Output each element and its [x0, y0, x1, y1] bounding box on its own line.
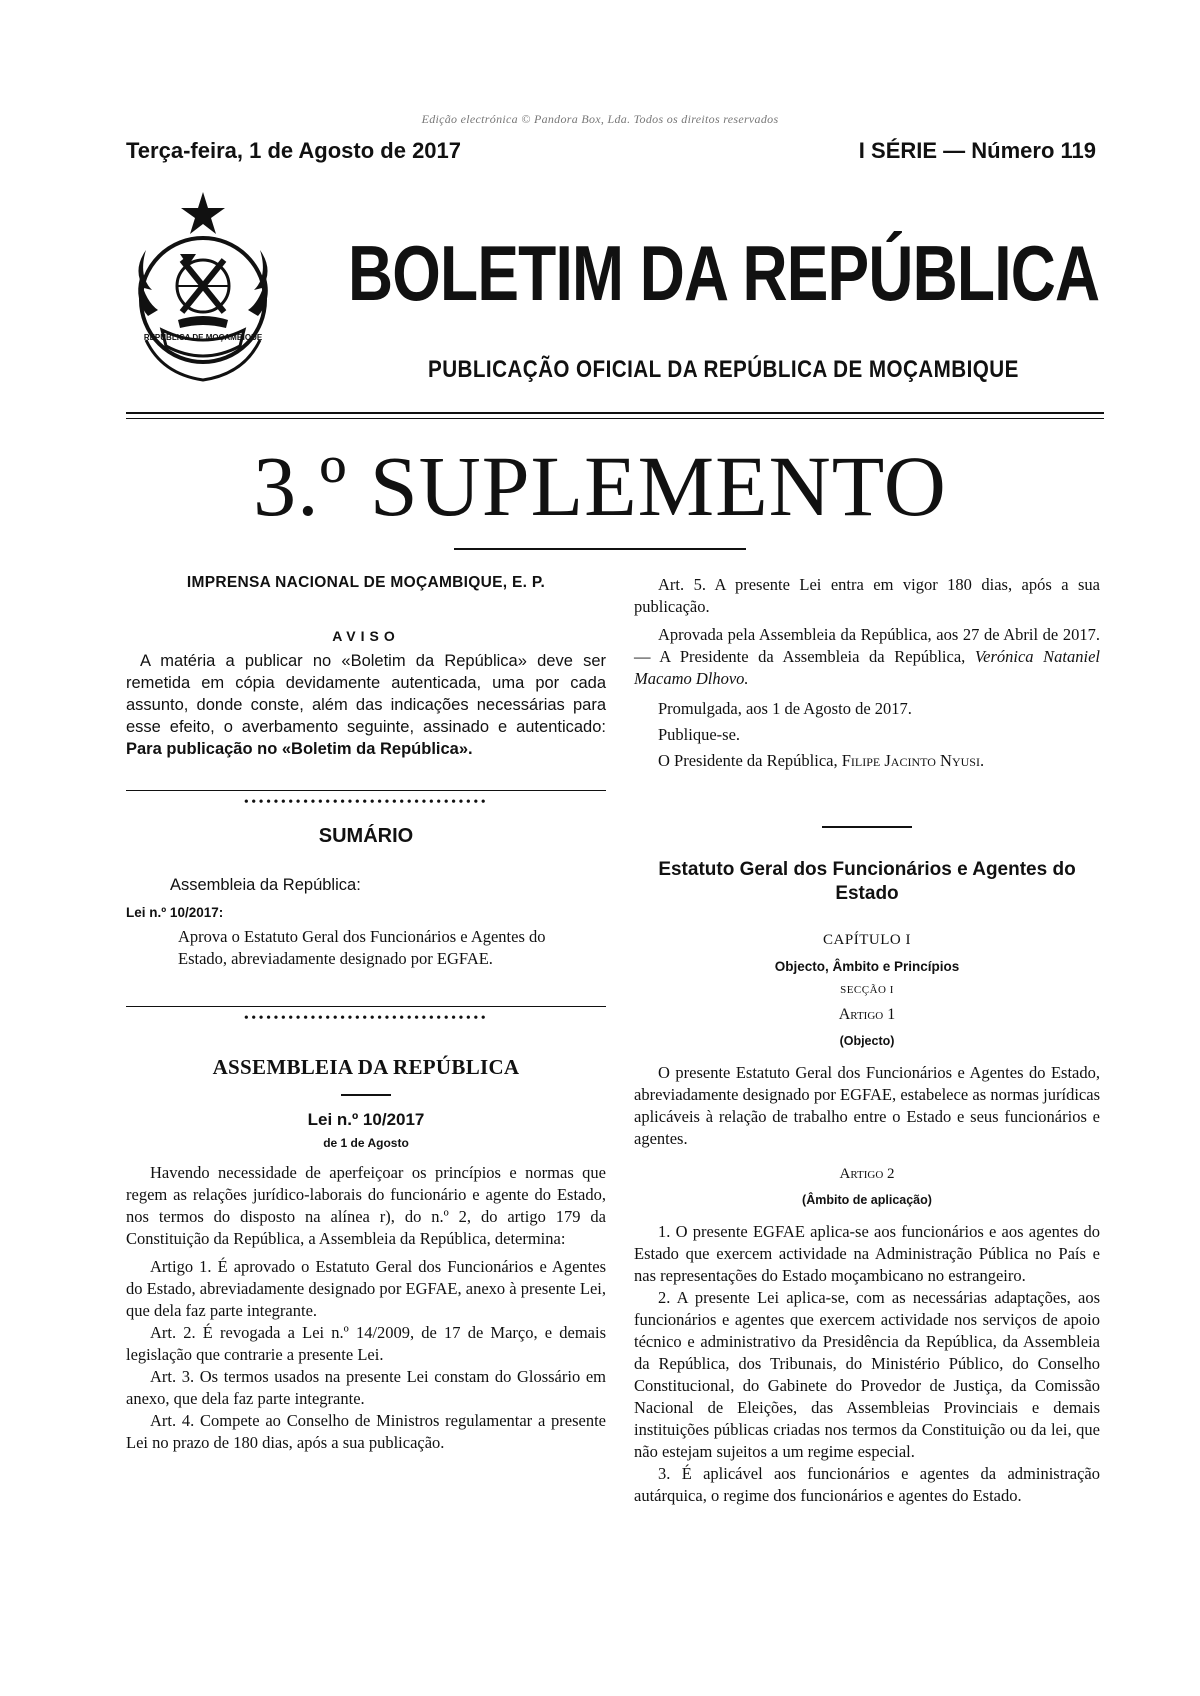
lei-title: Lei n.º 10/2017 [307, 1110, 425, 1129]
lei-preamble: Havendo necessidade de aperfeiçoar os princípios e normas que regem as relações jurídico-laborais do funcionário e agente do Estado, nos termos do disposto na alínea r), do n.º 2, do artigo 179 da Constituição da República, a Assembleia da República, determina: [126, 1163, 606, 1248]
section-heading: SECÇÃO I [840, 984, 894, 996]
artigo-1-text: O presente Estatuto Geral dos Funcionários e Agentes do Estado, abreviadamente designado por EGFAE, estabelece as normas jurídicas aplicáveis à relação de trabalho entre o Estado e seus funcionários e agentes. [634, 1063, 1100, 1148]
president-signature [634, 750, 1100, 772]
issue-date: Terça-feira, 1 de Agosto de 2017 [126, 138, 462, 163]
statute-title: Estatuto Geral dos Funcionários e Agentes do Estado [658, 859, 1076, 904]
artigo-2-paragraph-2: 2. A presente Lei aplica-se, com as necessárias adaptações, aos funcionários e agentes que exercem actividade nos serviços de apoio técnico e administrativo da Presidência da República, da Assembleia da República, dos Tribunais, do Ministério Público, do Conselho Constitucional, do Gabinete do Provedor de Justiça, da Comissão Nacional de Eleições, das Assembleias Provinciais e demais instituições públicas criadas nos termos da Constituição ou da lei, que não estejam sujeitos a um regime especial. [634, 1288, 1100, 1461]
left-column [126, 574, 606, 1454]
dotted-separator-1: ••••••••••••••••••••••••••••••••• [126, 790, 606, 811]
aviso-title: AVISO [332, 628, 400, 644]
artigo-2-paragraph-1: 1. O presente EGFAE aplica-se aos funcionários e aos agentes do Estado que exercem actividade na Administração Pública no País e nas representações do Estado moçambicano no estrangeiro. [634, 1222, 1100, 1285]
artigo-1-heading: Artigo 1 [838, 1006, 896, 1023]
assembleia-rule [341, 1094, 391, 1096]
chapter-subject: Objecto, Âmbito e Princípios [774, 959, 960, 974]
publish-order: Publique-se. [658, 725, 741, 744]
dotted-separator-2: ••••••••••••••••••••••••••••••••• [126, 1006, 606, 1027]
aviso-bold: Para publicação no «Boletim da República». [126, 740, 473, 758]
chapter-heading: CAPÍTULO I [823, 932, 911, 948]
aviso-text [126, 650, 606, 760]
lei-article-4: Art. 4. Compete ao Conselho de Ministros regulamentar a presente Lei no prazo de 180 dias, após a sua publicação. [126, 1411, 606, 1452]
artigo-2-paragraph-3: 3. É aplicável aos funcionários e agentes da administração autárquica, o regime dos funcionários e agentes do Estado. [634, 1464, 1100, 1505]
approval-text: Aprovada pela Assembleia da República, aos 27 de Abril de 2017. — A Presidente da Assembleia da República, [634, 625, 1100, 666]
approval-paragraph [634, 624, 1100, 690]
issue-series: I SÉRIE — Número 119 [858, 138, 1096, 163]
coat-of-arms-emblem [122, 190, 284, 384]
header-rule-bottom [126, 418, 1104, 419]
imprensa-heading: IMPRENSA NACIONAL DE MOÇAMBIQUE, E. P. [186, 574, 546, 591]
emblem-banner-text: REPÚBLICA DE MOÇAMBIQUE [143, 333, 263, 342]
artigo-1-title: (Objecto) [839, 1034, 895, 1048]
masthead-title: BOLETIM DA REPÚBLICA [348, 229, 1100, 317]
masthead-subtitle: PUBLICAÇÃO OFICIAL DA REPÚBLICA DE MOÇAMBIQUE [428, 356, 1019, 383]
sumario-description: Aprova o Estatuto Geral dos Funcionários e Agentes do Estado, abreviadamente designado por EGFAE. [178, 927, 546, 968]
right-column [634, 574, 1100, 1507]
assembleia-heading: ASSEMBLEIA DA REPÚBLICA [212, 1055, 520, 1079]
supplement-rule [454, 548, 746, 550]
lei-article-3: Art. 3. Os termos usados na presente Lei constam do Glossário em anexo, que dela faz parte integrante. [126, 1367, 606, 1408]
lei-article-1: Artigo 1. É aprovado o Estatuto Geral dos Funcionários e Agentes do Estado, abreviadamente designado por EGFAE, anexo à presente Lei, que dela faz parte integrante. [126, 1257, 606, 1320]
supplement-title: 3.º SUPLEMENTO [253, 438, 947, 534]
lei-date: de 1 de Agosto [323, 1136, 409, 1150]
header-rule-top [126, 412, 1104, 414]
promulgation: Promulgada, aos 1 de Agosto de 2017. [658, 699, 912, 718]
edition-note: Edição electrónica © Pandora Box, Lda. Todos os direitos reservados [421, 112, 779, 126]
artigo-2-title: (Âmbito de aplicação) [802, 1193, 932, 1207]
aviso-body: A matéria a publicar no «Boletim da República» deve ser remetida em cópia devidamente autenticada, uma por cada assunto, donde conste, além das indicações necessárias para esse efeito, o averbamento seguinte, assinado e autenticado: [126, 652, 606, 736]
lei-article-5: Art. 5. A presente Lei entra em vigor 180 dias, após a sua publicação. [634, 575, 1100, 616]
artigo-2-heading: Artigo 2 [839, 1166, 895, 1182]
sumario-title: SUMÁRIO [318, 825, 414, 847]
statute-rule [822, 826, 912, 828]
president-name: Filipe Jacinto Nyusi. [841, 751, 985, 770]
lei-article-2: Art. 2. É revogada a Lei n.º 14/2009, de 17 de Março, e demais legislação que contrarie a presente Lei. [126, 1323, 606, 1364]
approval-signatory: Verónica Nataniel Macamo Dlhovo. [634, 647, 1101, 688]
sumario-organ: Assembleia da República: [170, 876, 361, 894]
sumario-lei: Lei n.º 10/2017: [126, 905, 224, 920]
president-label: O Presidente da República, [658, 751, 838, 770]
